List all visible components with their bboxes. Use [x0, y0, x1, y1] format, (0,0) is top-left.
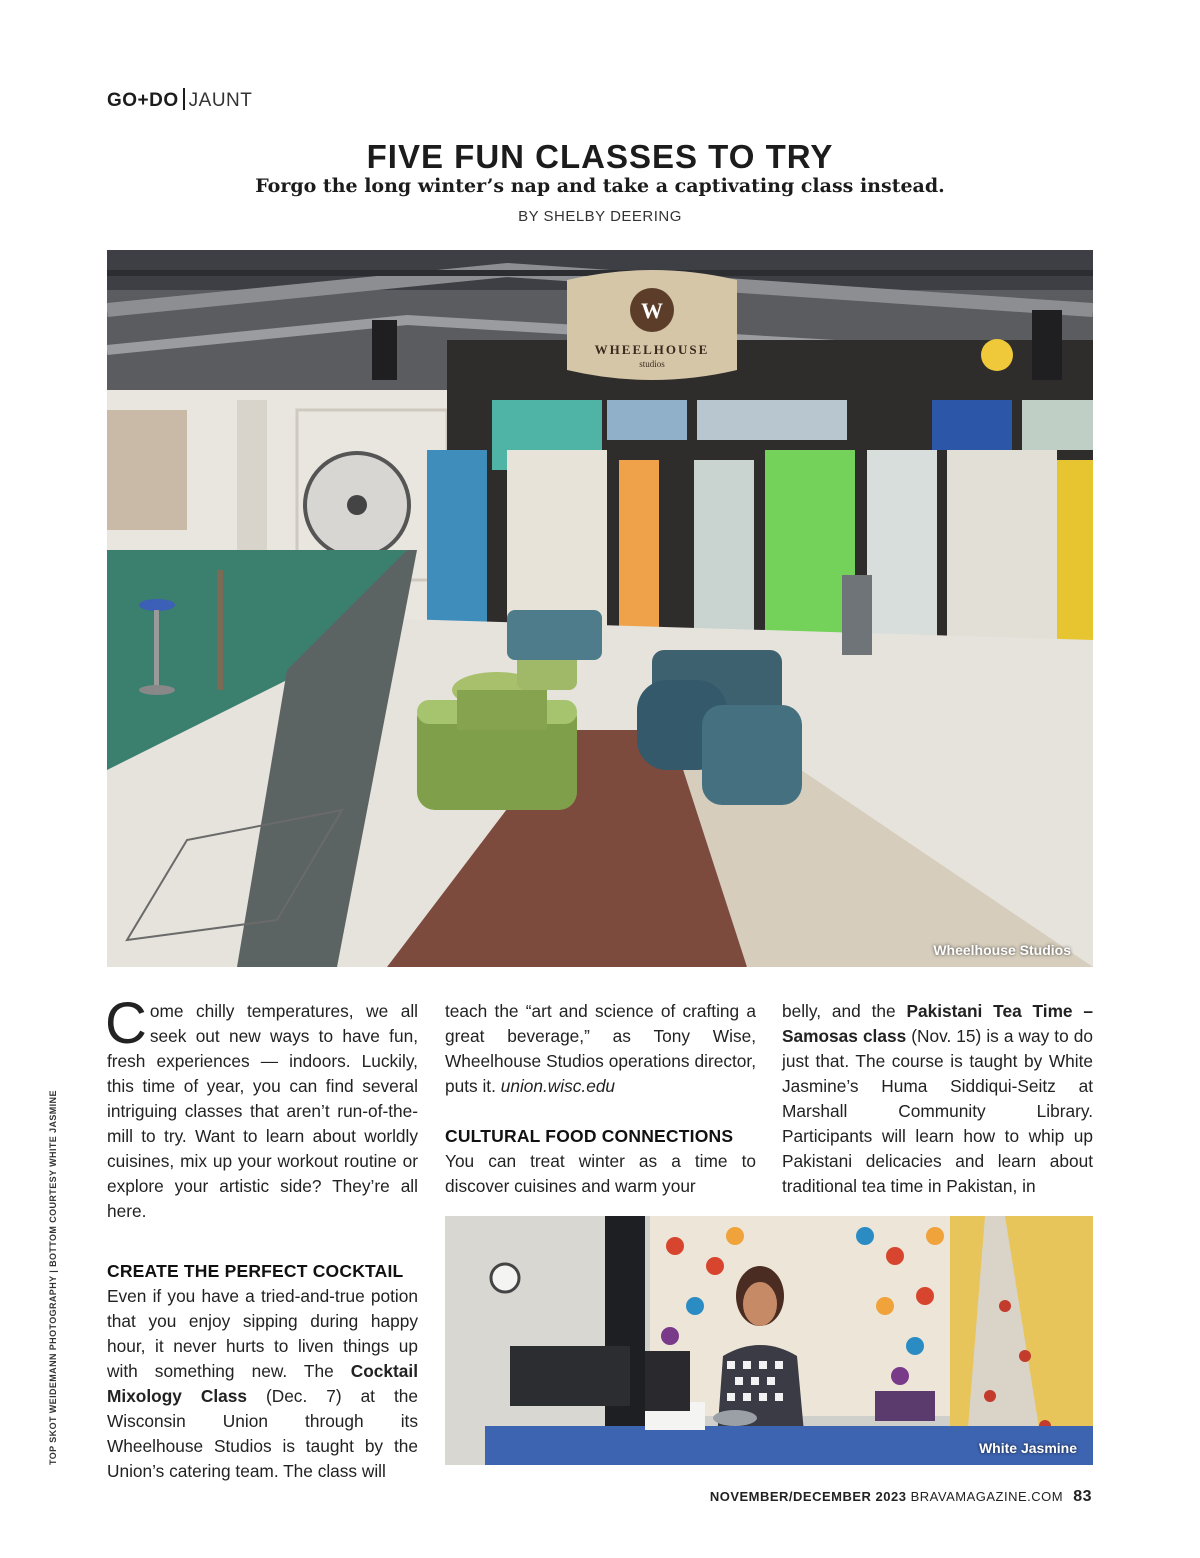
- tea-paragraph: [782, 999, 1093, 1199]
- tea-text-b: (Nov. 15) is a way to do just that. The course is taught by White Jasmine’s Huma Siddiqui-Seitz at Marshall Community Library. Participants will learn how to whip up Pakistani delicacies and learn about traditional tea time in Pakistan, in: [782, 1026, 1093, 1196]
- intro-paragraph: [105, 991, 418, 1224]
- wheelhouse-studios-photo: [107, 250, 1093, 967]
- article-title: FIVE FUN CLASSES TO TRY: [366, 138, 834, 175]
- cocktail-text-a: Even if you have a tried-and-true potion that you enjoy sipping during happy hour, it never hurts to liven things up with something new. The: [107, 1286, 418, 1381]
- cocktail-class-name: Cocktail Mixology Class: [107, 1361, 418, 1406]
- food-heading: CULTURAL FOOD CONNECTIONS: [445, 1126, 734, 1146]
- column-2: [445, 999, 756, 1199]
- column-3: [782, 999, 1093, 1199]
- tea-text-a: belly, and the: [782, 1001, 907, 1021]
- page-number: 83: [1073, 1488, 1092, 1505]
- sign-subtext: studios: [639, 359, 665, 369]
- paragraph-gap: [445, 1099, 756, 1124]
- cocktail-heading: CREATE THE PERFECT COCKTAIL: [107, 1261, 404, 1281]
- bottom-photo-caption: White Jasmine: [978, 1440, 1077, 1456]
- intro-text: ome chilly temperatures, we all seek out new ways to have fun, fresh experiences — indoors. Luckily, this time of year, you can find several intriguing classes that aren’t run-of-the-mill to try. Want to learn about worldly cuisines, mix up your workout routine or explore your artistic side? They’re all here.: [107, 1001, 418, 1221]
- article-byline: BY SHELBY DEERING: [518, 208, 682, 225]
- tea-class-name: Pakistani Tea Time – Samosas class: [782, 1001, 1093, 1046]
- drop-cap: C: [105, 991, 147, 1056]
- column-1: [105, 991, 418, 1484]
- union-link[interactable]: union.wisc.edu: [500, 1076, 616, 1096]
- section-name: GO+DO: [107, 90, 179, 111]
- cocktail-continued-text: teach the “art and science of crafting a great beverage,” as Tony Wise, Wheelhouse Studios operations director, puts it.: [445, 1001, 756, 1096]
- food-paragraph: You can treat winter as a time to discover cuisines and warm your: [445, 1151, 756, 1196]
- cocktail-paragraph: [107, 1284, 418, 1484]
- section-label: [107, 88, 252, 112]
- photo-credit: TOP SKOT WEIDEMANN PHOTOGRAPHY | BOTTOM COURTESY WHITE JASMINE: [48, 1090, 58, 1465]
- issue-date: NOVEMBER/DECEMBER 2023: [709, 1489, 907, 1504]
- top-photo-caption: Wheelhouse Studios: [933, 942, 1071, 958]
- white-jasmine-photo: [445, 1216, 1093, 1465]
- section-divider: [183, 88, 185, 110]
- page-footer: [710, 1488, 1092, 1506]
- paragraph-gap: [107, 1224, 418, 1249]
- sign-letter: W: [641, 298, 663, 323]
- cocktail-continued-paragraph: [445, 999, 756, 1099]
- cocktail-text-b: (Dec. 7) at the Wisconsin Union through its Wheelhouse Studios is taught by the Union’s catering team. The class will: [107, 1386, 418, 1481]
- article-dek: Forgo the long winter’s nap and take a captivating class instead.: [255, 175, 945, 197]
- magazine-site: BRAVAMAGAZINE.COM: [910, 1489, 1064, 1504]
- sign-text: WHEELHOUSE: [594, 342, 710, 357]
- subsection-name: JAUNT: [188, 90, 253, 111]
